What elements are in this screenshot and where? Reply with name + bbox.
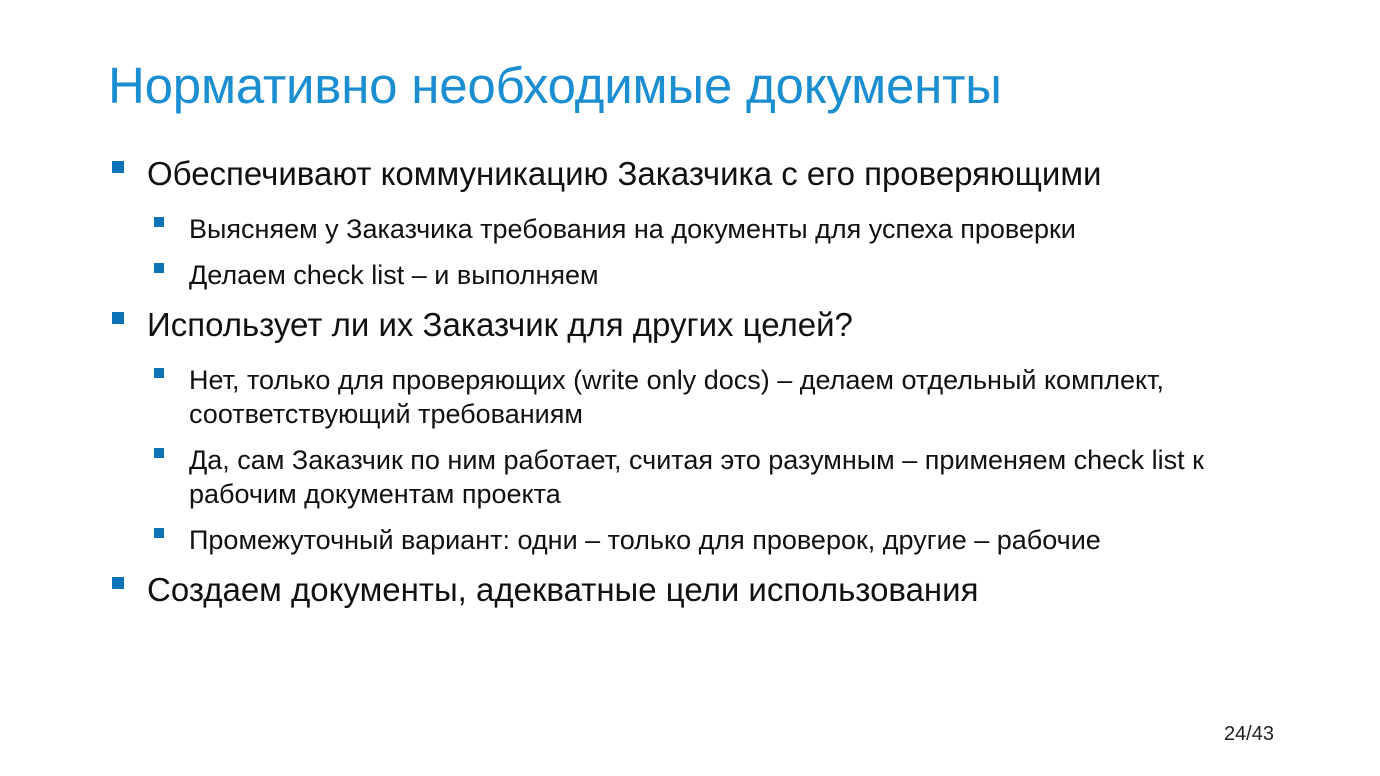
bullet-text: Создаем документы, адекватные цели использования — [147, 571, 979, 608]
square-bullet-icon — [154, 217, 164, 227]
square-bullet-icon — [112, 312, 124, 324]
page-number: 24/43 — [1223, 723, 1274, 745]
bullet-text: Да, сам Заказчик по ним работает, считая это разумным – применяем check list к рабочим документам проекта — [189, 445, 1204, 509]
bullet-item-level2 — [189, 443, 1279, 511]
bullet-item-level1 — [147, 155, 1102, 193]
bullet-text: Использует ли их Заказчик для других целей? — [147, 306, 853, 343]
bullet-item-level1 — [147, 306, 853, 344]
bullet-item-level1 — [147, 571, 978, 609]
square-bullet-icon — [154, 448, 164, 458]
square-bullet-icon — [112, 577, 124, 589]
bullet-item-level2 — [189, 363, 1279, 431]
square-bullet-icon — [154, 263, 164, 273]
bullet-text: Обеспечивают коммуникацию Заказчика с его проверяющими — [147, 155, 1102, 192]
bullet-item-level2 — [189, 212, 1279, 246]
bullet-text: Промежуточный вариант: одни – только для проверок, другие – рабочие — [189, 525, 1101, 555]
square-bullet-icon — [154, 368, 164, 378]
bullet-text: Нет, только для проверяющих (write only docs) – делаем отдельный комплект, соответствующий требованиям — [189, 365, 1165, 429]
bullet-text: Выясняем у Заказчика требования на документы для успеха проверки — [189, 214, 1076, 244]
square-bullet-icon — [112, 161, 124, 173]
slide-title: Нормативно необходимые документы — [108, 57, 1002, 114]
bullet-text: Делаем check list – и выполняем — [189, 260, 599, 290]
square-bullet-icon — [154, 528, 164, 538]
bullet-item-level2 — [189, 258, 1279, 292]
bullet-item-level2 — [189, 523, 1279, 557]
